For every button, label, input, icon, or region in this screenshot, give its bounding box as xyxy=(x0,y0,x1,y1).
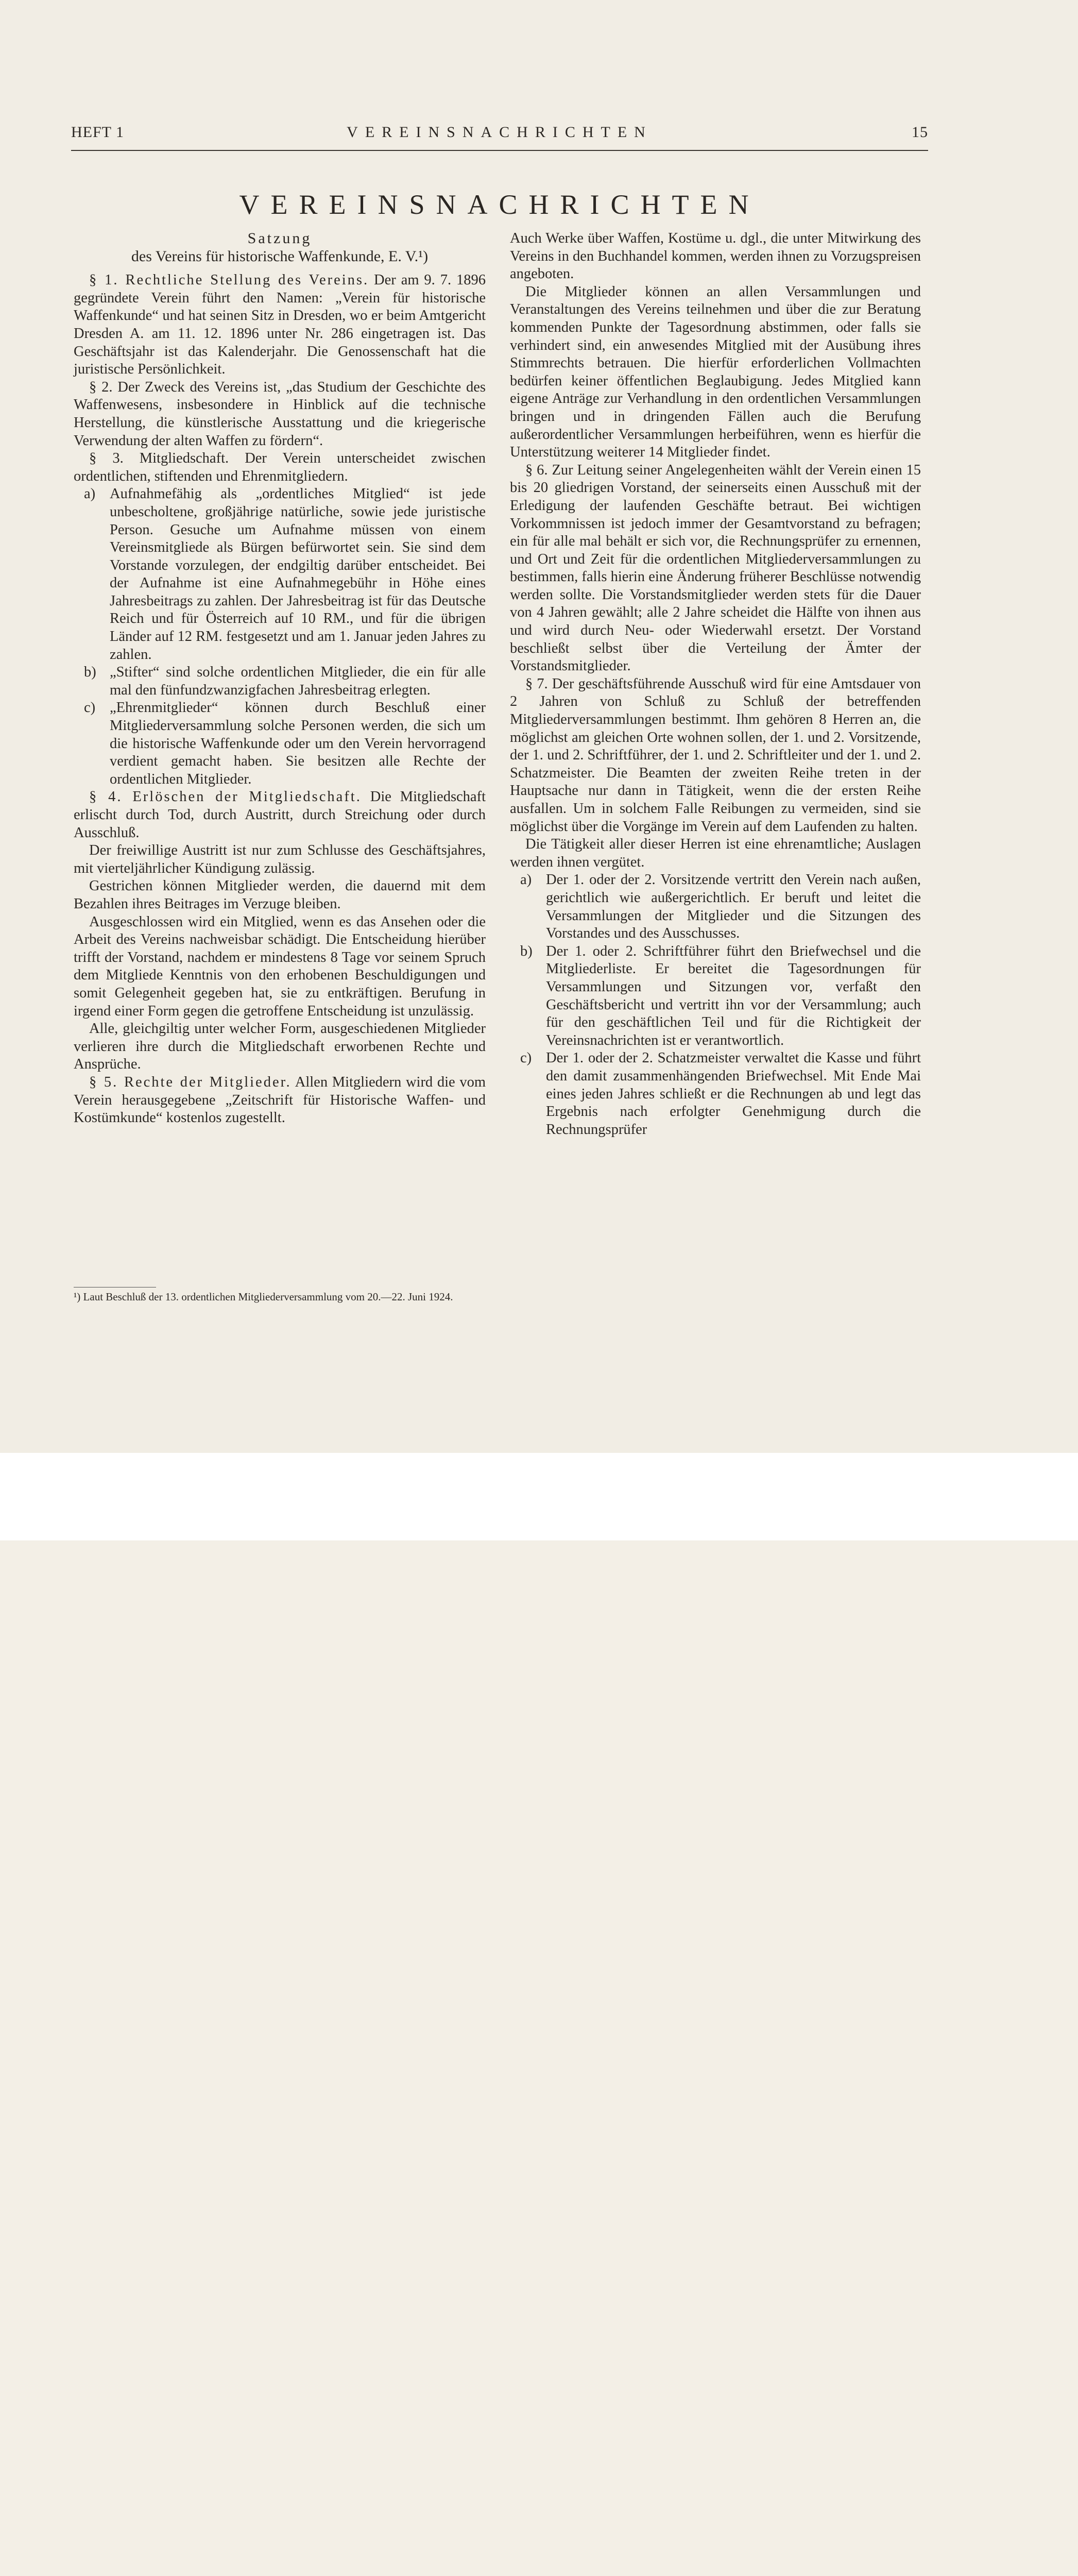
list-label: a) xyxy=(84,486,96,502)
s4-body: Die Mitgliedschaft erlischt durch Tod, durch Austritt, durch Streichung oder durch Ausschluß. xyxy=(74,789,486,841)
right-column xyxy=(510,230,921,1139)
list-item-s3c xyxy=(74,699,486,788)
paragraph-austritt: Der freiwillige Austritt ist nur zum Schlusse des Geschäftsjahres, mit vierteljährlicher Kündigung zulässig. xyxy=(74,842,486,876)
list-item-c xyxy=(510,1049,921,1139)
list-text: Der 1. oder der 2. Schatzmeister verwaltet die Kasse und führt den damit zusammenhängenden Briefwechsel. Mit Ende Mai eines jeden Jahres schließt er die Rechnungen ab und legt das Ergebnis nach erfolgter Genehmigung durch die Rechnungsprüfer xyxy=(546,1050,921,1138)
s4-heading: § 4. Erlöschen der Mitgliedschaft. xyxy=(89,789,362,805)
s5-heading: § 5. Rechte der Mitglieder. xyxy=(89,1074,292,1090)
list-item-s3a xyxy=(74,485,486,664)
paragraph-gestrichen: Gestrichen können Mitglieder werden, die dauernd mit dem Bezahlen ihres Beitrages im Verzuge bleiben. xyxy=(74,878,486,912)
issue-label: HEFT 1 xyxy=(71,124,124,141)
list-label: b) xyxy=(520,943,533,959)
subtitle-verein: des Vereins für historische Waffenkunde, E. V.¹) xyxy=(131,247,429,265)
list-item-s3b xyxy=(74,664,486,699)
list-text: Aufnahmefähig als „ordentliches Mitglied“ ist jede unbescholtene, großjährige natürliche, sowie jede juristische Person. Gesuche um Aufnahme müssen von einem Vereinsmitgliede als Bürgen befürwortet sein. Sie sind dem Vorstande vorzulegen, der endgiltig darüber entscheidet. Bei der Aufnahme ist eine Aufnahmegebühr in Höhe eines Jahresbeitrags zu zahlen. Der Jahresbeitrag ist für das Deutsche Reich und für Österreich auf 10 RM., und für die übrigen Länder auf 12 RM. festgesetzt und am 1. Januar jeden Jahres zu zahlen. xyxy=(110,486,486,663)
paragraph-s6: § 6. Zur Leitung seiner Angelegenheiten wählt der Verein einen 15 bis 20 gliedrigen Vorstand, der seinerseits einen Ausschuß mit der Erledigung der laufenden Geschäfte betraut. Bei wichtigen Vorkommnissen ist jedoch immer der Gesamtvorstand zu befragen; ein für alle mal behält er sich vor, die Rechnungsprüfer zu ernennen, und Ort und Zeit für die ordentlichen Mitgliederversammlungen zu bestimmen, falls hierin eine Änderung früherer Beschlüsse notwendig werden sollte. Die Vorstandsmitglieder werden stets für die Dauer von 4 Jahren gewählt; alle 2 Jahre scheidet die Hälfte von ihnen aus und wird durch Neu- oder Wiederwahl ersetzt. Der Vorstand beschließt selbst über die Verteilung der Ämter der Vorstandsmitglieder. xyxy=(510,462,921,674)
list-text: „Stifter“ sind solche ordentlichen Mitglieder, die ein für alle mal den fünfundzwanzigfachen Jahresbeitrag erlegten. xyxy=(110,664,486,698)
left-column xyxy=(74,230,486,1127)
list-label: c) xyxy=(84,700,96,716)
s5-body: Allen Mitgliedern wird die vom Verein herausgegebene „Zeitschrift für Historische Waffen- und Kostümkunde“ kostenlos zugestellt. xyxy=(74,1074,486,1126)
paragraph-taetigkeit: Die Tätigkeit aller dieser Herren ist eine ehrenamtliche; Auslagen werden ihnen vergütet. xyxy=(510,836,921,870)
paragraph-s3: § 3. Mitgliedschaft. Der Verein unterscheidet zwischen ordentlichen, stiftenden und Ehrenmitgliedern. xyxy=(74,450,486,484)
page-number: 15 xyxy=(912,124,928,141)
s1-body: Der am 9. 7. 1896 gegründete Verein führt den Namen: „Verein für historische Waffenkunde“ und hat seinen Sitz in Dresden, wo er beim Amtgericht Dresden A. am 11. 12. 1896 unter Nr. 286 eingetragen ist. Das Geschäftsjahr ist das Kalenderjahr. Die Genossenschaft hat die juristische Persönlichkeit. xyxy=(74,272,486,378)
s1-heading: § 1. Rechtliche Stellung des Vereins. xyxy=(89,272,369,289)
subtitle-satzung: Satzung xyxy=(247,230,312,247)
list-label: c) xyxy=(520,1050,532,1066)
header-rule xyxy=(71,150,928,151)
viewer-footer xyxy=(0,1453,1078,1540)
paragraph-s5 xyxy=(74,1074,486,1127)
list-item-a xyxy=(510,871,921,942)
list-text: Der 1. oder 2. Schriftführer führt den Briefwechsel und die Mitgliederliste. Er bereitet die Tagesordnungen für Versammlungen und Sitzungen vor, verfaßt den Geschäftsbericht und vertritt ihn vor der Versammlung; auch für den geschäftlichen Teil und für die Richtigkeit der Vereinsnachrichten ist er verantwortlich. xyxy=(546,943,921,1048)
list-item-b xyxy=(510,943,921,1050)
paragraph-s7: § 7. Der geschäftsführende Ausschuß wird für eine Amtsdauer von 2 Jahren von Schluß zu Schluß der betreffenden Mitgliederversammlungen bestimmt. Ihm gehören 8 Herren an, die möglichst am gleichen Orte wohnen sollen, der 1. und 2. Vorsitzende, der 1. und 2. Schriftführer, der 1. und 2. Schriftleiter und der 1. und 2. Schatzmeister. Die Beamten der zweiten Reihe treten in der Hauptsache nur dann in Tätigkeit, wenn die der ersten Reihe ausfallen. Um in solchem Falle Reibungen zu vermeiden, sind sie möglichst über die Vorgänge im Verein auf dem Laufenden zu halten. xyxy=(510,675,921,835)
footnote: ¹) Laut Beschluß der 13. ordentlichen Mitgliederversammlung vom 20.—22. Juni 1924. xyxy=(74,1291,453,1303)
list-label: b) xyxy=(84,664,96,681)
paragraph-mitglieder-rechte: Die Mitglieder können an allen Versammlungen und Veranstaltungen des Vereins teilnehmen und über die zur Beratung kommenden Punkte der Tagesordnung abstimmen, oder falls sie verhindert sind, ein anwesendes Mitglied mit der Ausübung ihres Stimmrechts betrauen. Die hierfür erforderlichen Vollmachten bedürfen keiner öffentlichen Beglaubigung. Jedes Mitglied kann eigene Anträge zur Verhandlung in den ordentlichen Versammlungen bringen und in dringenden Fällen auch die Berufung außerordentlicher Versammlungen herbeiführen, wenn es hierfür die Unterstützung weiterer 14 Mitglieder findet. xyxy=(510,283,921,461)
list-text: „Ehrenmitglieder“ können durch Beschluß einer Mitgliederversammlung solche Personen werden, die sich um die historische Waffenkunde oder um den Verein hervorragend verdient gemacht haben. Sie besitzen alle Rechte der ordentlichen Mitglieder. xyxy=(110,700,486,787)
paragraph-ausgeschlossen: Ausgeschlossen wird ein Mitglied, wenn es das Ansehen oder die Arbeit des Vereins nachweisbar schädigt. Die Entscheidung hierüber trifft der Vorstand, nachdem er mindestens 8 Tage vor seinem Spruch dem Mitgliede Kenntnis von den erhobenen Beschuldigungen und somit Gelegenheit gegeben hat, sie zu entkräftigen. Berufung in irgend einer Form gegen die getroffene Entscheidung ist unzulässig. xyxy=(74,913,486,1019)
page-title: VEREINSNACHRICHTEN xyxy=(239,189,760,220)
section-label: VEREINSNACHRICHTEN xyxy=(347,124,653,141)
running-header xyxy=(71,124,928,144)
paragraph-werke: Auch Werke über Waffen, Kostüme u. dgl., die unter Mitwirkung des Vereins in den Buchhandel kommen, werden ihnen zu Vorzugspreisen angeboten. xyxy=(510,230,921,282)
paragraph-s1 xyxy=(74,272,486,379)
list-text: Der 1. oder der 2. Vorsitzende vertritt den Verein nach außen, gerichtlich wie außergerichtlich. Er beruft und leitet die Versammlungen der Mitglieder und die Sitzungen des Vorstandes und des Ausschusses. xyxy=(546,872,921,942)
paragraph-s4 xyxy=(74,788,486,842)
list-label: a) xyxy=(520,872,532,888)
paragraph-alle: Alle, gleichgiltig unter welcher Form, ausgeschiedenen Mitglieder verlieren ihre durch die Mitgliedschaft erworbenen Rechte und Ansprüche. xyxy=(74,1021,486,1073)
paragraph-s2: § 2. Der Zweck des Vereins ist, „das Studium der Geschichte des Waffenwesens, insbesondere in Hinblick auf die technische Herstellung, die künstlerische Ausstattung und die kriegerische Verwendung der alten Waffen zu fördern“. xyxy=(74,379,486,449)
